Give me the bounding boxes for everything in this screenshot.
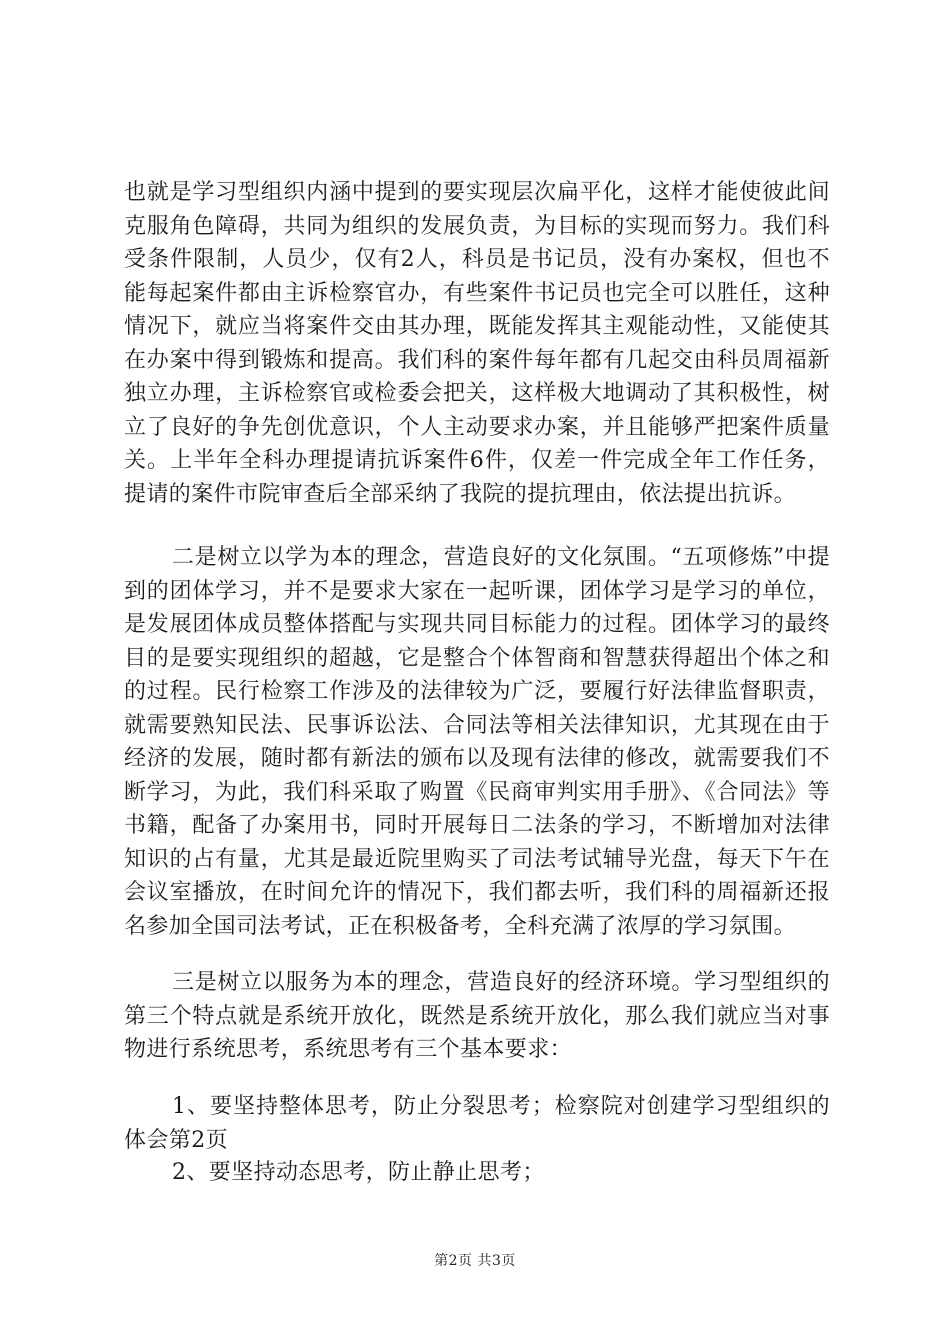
list-item-1: 1、要坚持整体思考，防止分裂思考；检察院对创建学习型组织的体会第2页 — [124, 1094, 830, 1153]
list-item-2: 2、要坚持动态思考，防止静止思考； — [172, 1160, 545, 1185]
page-footer: 第2页 共3页 — [434, 1253, 516, 1269]
body-paragraph-2: 二是树立以学为本的理念，营造良好的文化氛围。“五项修炼”中提到的团体学习，并不是要求大家在一起听课，团体学习是学习的单位，是发展团体成员整体搭配与实现共同目标能力的过程。团体学习的最终目的是要实现组织的超越，它是整合个体智商和智慧获得超出个体之和的过程。民行检察工作涉及的法律较为广泛，要履行好法律监督职责，就需要熟知民法、民事诉讼法、合同法等相关法律知识，尤其现在由于经济的发展，随时都有新法的颁布以及现有法律的修改，就需要我们不断学习，为此，我们科采取了购置《民商审判实用手册》、《合同法》等书籍，配备了办案用书，同时开展每日二法条的学习，不断增加对法律知识的占有量，尤其是最近院里购买了司法考试辅导光盘，每天下午在会议室播放，在时间允许的情况下，我们都去听，我们科的周福新还报名参加全国司法考试，正在积极备考，全科充满了浓厚的学习氛围。 — [124, 545, 830, 939]
body-paragraph-3: 三是树立以服务为本的理念，营造良好的经济环境。学习型组织的第三个特点就是系统开放化，既然是系统开放化，那么我们就应当对事物进行系统思考，系统思考有三个基本要求： — [124, 970, 830, 1062]
body-paragraph-1: 也就是学习型组织内涵中提到的要实现层次扁平化，这样才能使彼此间克服角色障碍，共同为组织的发展负责，为目标的实现而努力。我们科受条件限制，人员少，仅有2人，科员是书记员，没有办案权，但也不能每起案件都由主诉检察官办，有些案件书记员也完全可以胜任，这种情况下，就应当将案件交由其办理，既能发挥其主观能动性，又能使其在办案中得到锻炼和提高。我们科的案件每年都有几起交由科员周福新独立办理，主诉检察官或检委会把关，这样极大地调动了其积极性，树立了良好的争先创优意识，个人主动要求办案，并且能够严把案件质量关。上半年全科办理提请抗诉案件6件，仅差一件完成全年工作任务，提请的案件市院审查后全部采纳了我院的提抗理由，依法提出抗诉。 — [124, 180, 830, 507]
